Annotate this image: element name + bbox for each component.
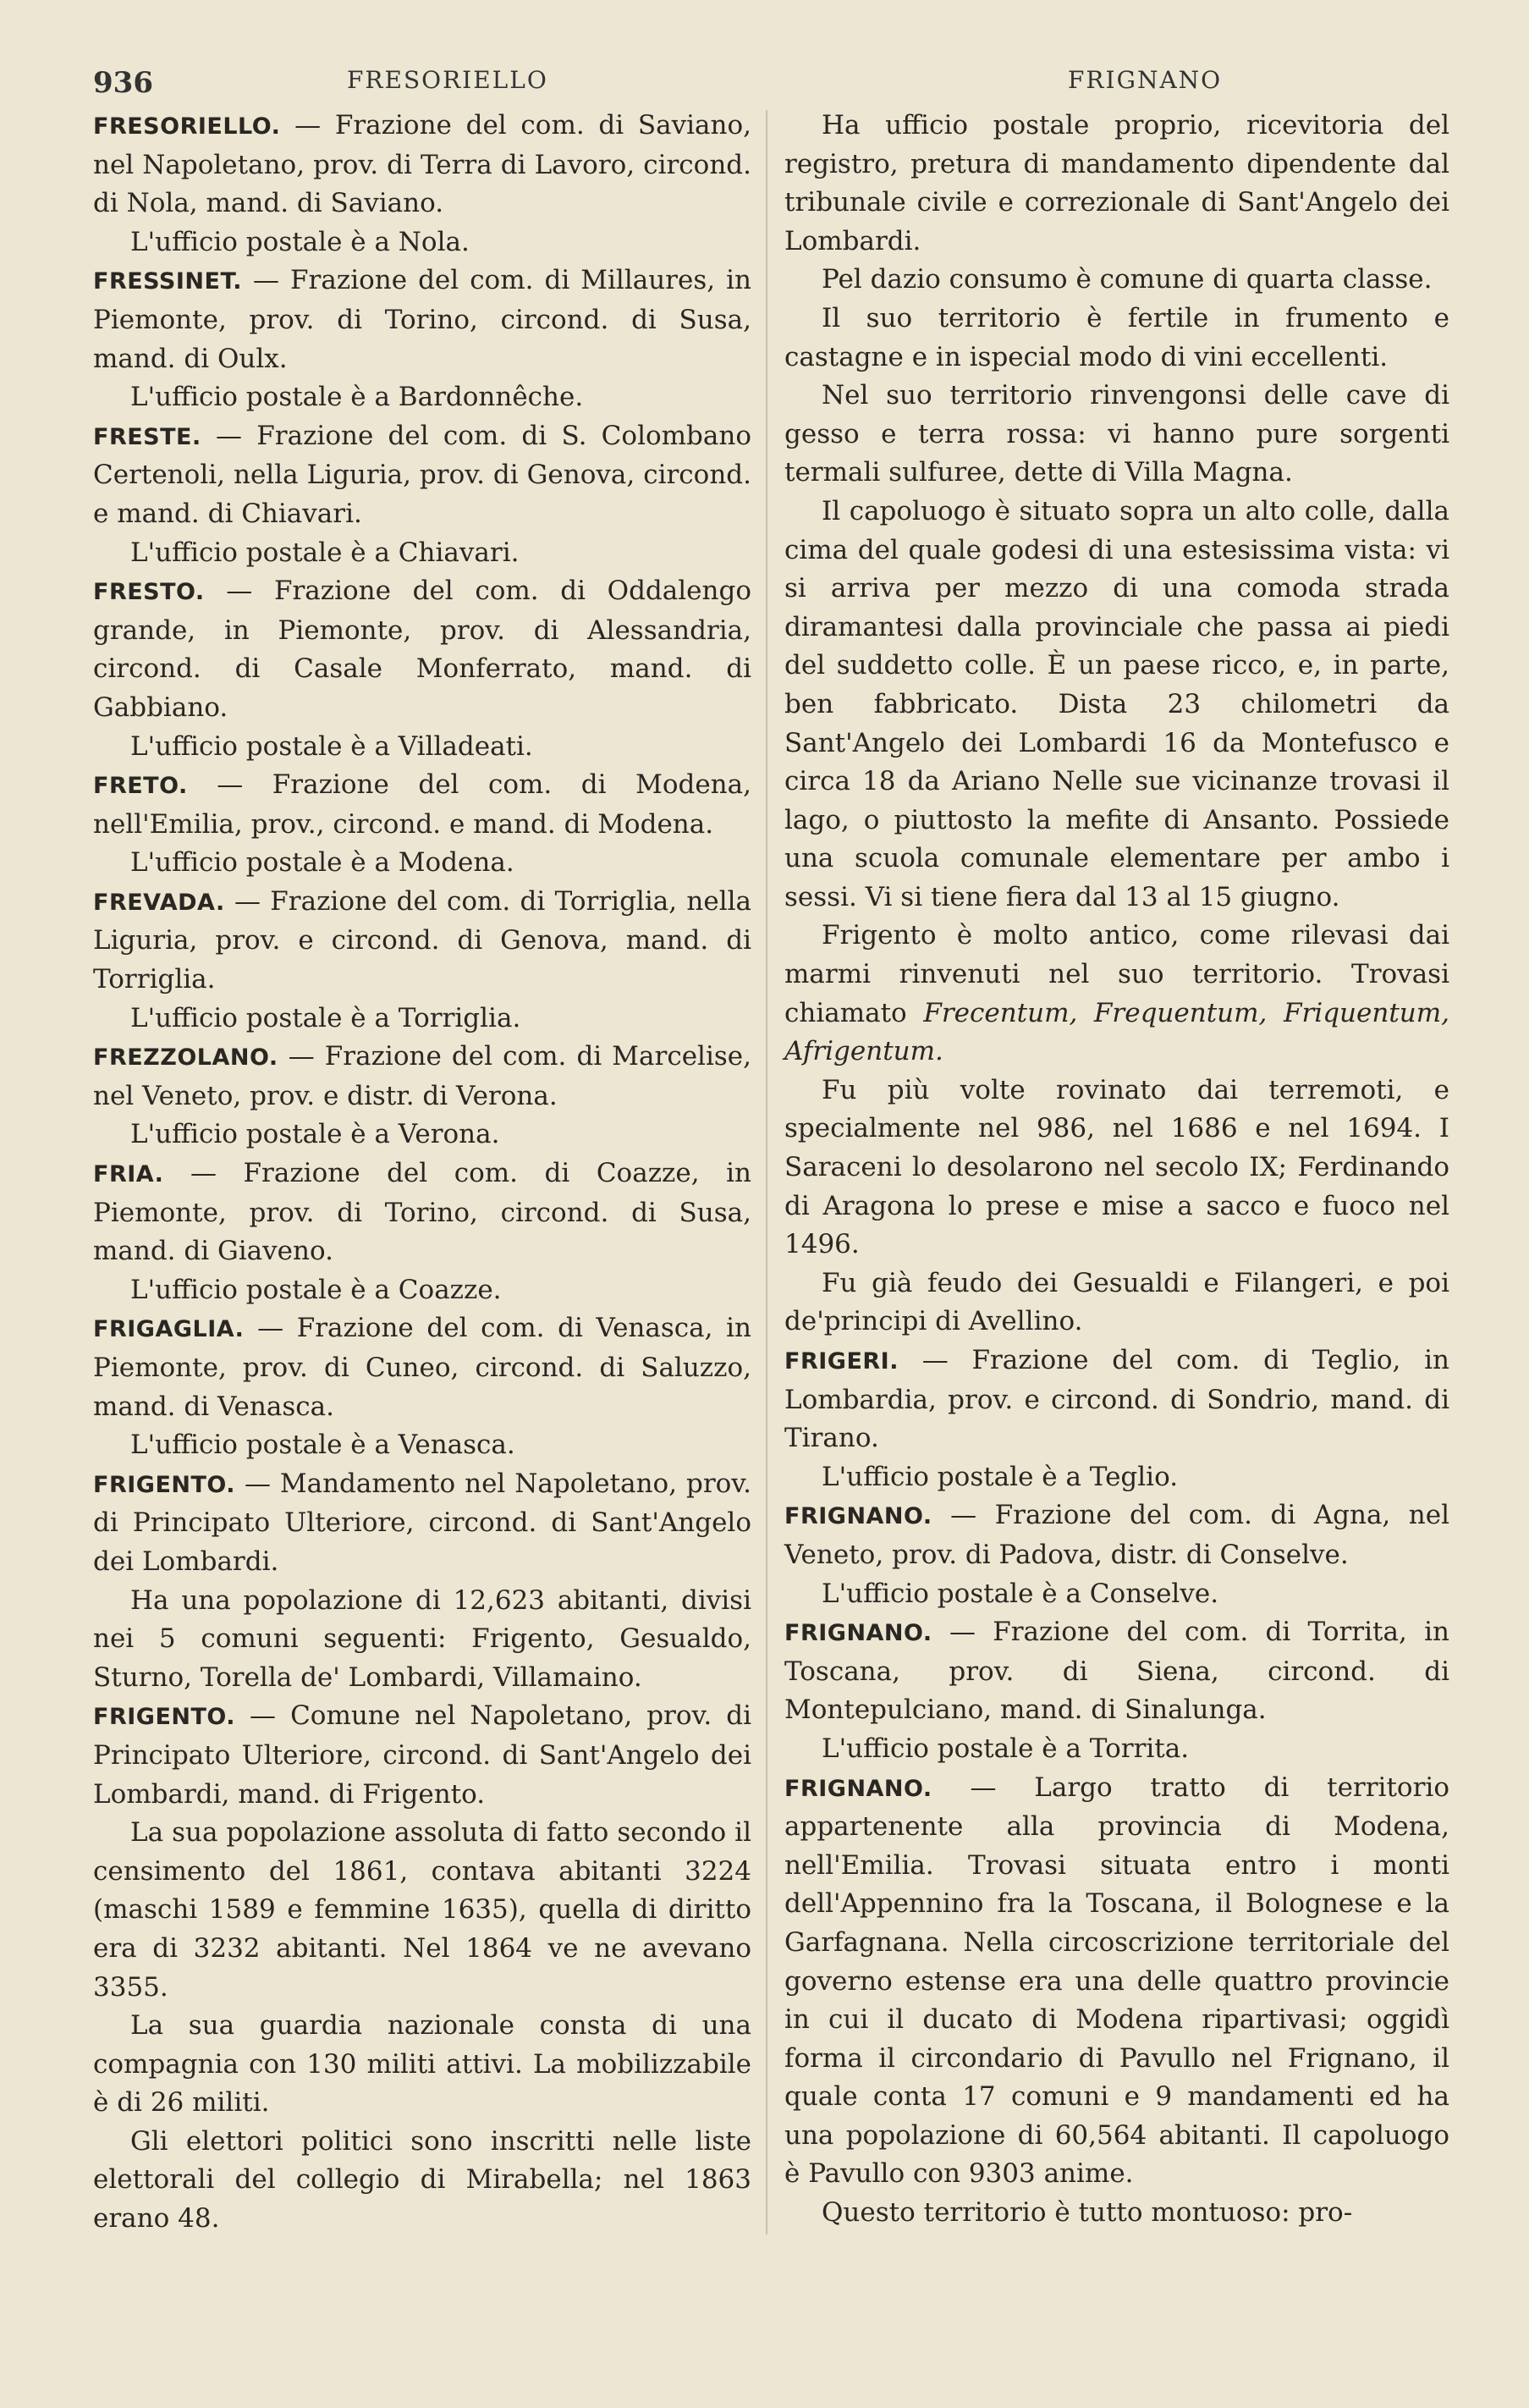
text-paragraph [93,844,751,883]
right-column [784,107,1449,2233]
entry-paragraph [93,766,751,844]
entry-headword: FRIGNANO. [784,1503,932,1530]
text-paragraph [93,2007,751,2123]
entry-headword: FREVADA. [93,889,225,916]
running-head-left: FRESORIELLO [347,66,548,94]
text-paragraph [93,1116,751,1154]
paragraph-text: — Frazione del com. di S. Colombano Certenoli, nella Liguria, prov. di Genova, circond. e mand. di Chiavari. [93,420,751,529]
entry-headword: FRETO. [93,773,188,800]
paragraph-text: Il capoluogo è situato sopra un alto colle, dalla cima del quale godesi di una estesissima vista: vi si arriva per mezzo di una comoda strada diramantesi dalla provinciale che passa ai piedi del suddetto colle. È un paese ricco, e, in parte, ben fabbricato. Dista 23 chilometri da Sant'Angelo dei Lombardi 16 da Montefusco e circa 18 da Ariano Nelle sue vicinanze trovasi il lago, o piuttosto la mefite di Ansanto. Possiede una scuola comunale elementare per ambo i sessi. Vi si tiene fiera dal 13 al 15 giugno. [784,495,1449,912]
entry-headword: FRESSINET. [93,268,243,295]
paragraph-text: Fu già feudo dei Gesualdi e Filangeri, e poi de'principi di Avellino. [784,1267,1449,1337]
paragraph-text: Gli elettori politici sono inscritti nelle liste elettorali del collegio di Mirabella; nel 1863 erano 48. [93,2125,751,2234]
entry-headword: FRIGNANO. [784,1620,932,1647]
paragraph-text: Il suo territorio è fertile in frumento e castagne e in ispecial modo di vini eccellenti. [784,302,1449,372]
entry-headword: FRIA. [93,1161,164,1188]
entry-headword: FRIGENTO. [93,1704,236,1731]
text-paragraph [93,1000,751,1039]
entry-headword: FRESTE. [93,423,201,450]
text-paragraph [784,1458,1449,1497]
entry-headword: FREZZOLANO. [93,1044,278,1072]
entry-paragraph [784,1613,1449,1730]
paragraph-text: — Frazione del com. di Oddalengo grande, in Piemonte, prov. di Alessandria, circond. di Casale Monferrato, mand. di Gabbiano. [93,576,751,723]
text-paragraph [93,223,751,262]
paragraph-text: Fu più volte rovinato dai terremoti, e specialmente nel 986, nel 1686 e nel 1694. I Saraceni lo desolarono nel secolo IX; Ferdinando di Aragona lo prese e mise a sacco e fuoco nel 1496. [784,1074,1449,1260]
paragraph-text: Frigento è molto antico, come rilevasi dai marmi rinvenuti nel suo territorio. Trovasi chiamato [784,920,1449,1028]
text-paragraph [784,300,1449,377]
entry-headword: FRIGNANO. [784,1775,932,1802]
text-paragraph [784,1265,1449,1342]
text-paragraph [93,2123,751,2239]
paragraph-text: L'ufficio postale è a Modena. [130,847,514,879]
paragraph-text: — Frazione del com. di Saviano, nel Napoletano, prov. di Terra di Lavoro, circond. di Nola, mand. di Saviano. [93,110,751,219]
entry-paragraph [93,1697,751,1814]
page-number: 936 [93,66,153,100]
entry-paragraph [784,1342,1449,1458]
paragraph-text: — Comune nel Napoletano, prov. di Principato Ulteriore, circond. di Sant'Angelo dei Lombardi, mand. di Frigento. [93,1700,751,1810]
paragraph-text: Ha ufficio postale proprio, ricevitoria del registro, pretura di mandamento dipendente dal tribunale civile e correzionale di Sant'Angelo dei Lombardi. [784,110,1449,256]
text-paragraph [93,1426,751,1465]
paragraph-text: L'ufficio postale è a Coazze. [130,1274,502,1305]
text-paragraph [784,2194,1449,2233]
paragraph-text: — Frazione del com. di Millaures, in Piemonte, prov. di Torino, circond. di Susa, mand. di Oulx. [93,265,751,374]
text-paragraph [93,1814,751,2007]
paragraph-text: — Frazione del com. di Coazze, in Piemonte, prov. di Torino, circond. di Susa, mand. di Giaveno. [93,1158,751,1267]
paragraph-text: L'ufficio postale è a Chiavari. [130,537,520,568]
text-paragraph [784,377,1449,493]
text-paragraph [93,1582,751,1698]
entry-paragraph [784,1496,1449,1574]
entry-paragraph [93,572,751,727]
paragraph-text: L'ufficio postale è a Villadeati. [130,730,533,762]
text-paragraph [93,1271,751,1310]
paragraph-text: — Frazione del com. di Torriglia, nella Liguria, prov. e circond. di Genova, mand. di Torriglia. [93,885,751,995]
text-paragraph [93,534,751,573]
paragraph-text: — Frazione del com. di Modena, nell'Emilia, prov., circond. e mand. di Modena. [93,769,751,840]
paragraph-text: — Frazione del com. di Marcelise, nel Veneto, prov. e distr. di Verona. [93,1041,751,1111]
entry-headword: FRESTO. [93,579,205,606]
paragraph-text: L'ufficio postale è a Verona. [130,1119,500,1150]
paragraph-text: — Frazione del com. di Teglio, in Lombardia, prov. e circond. di Sondrio, mand. di Tirano. [784,1345,1449,1454]
entry-headword: FRESORIELLO. [93,113,281,140]
entry-paragraph [784,1769,1449,2195]
paragraph-text: L'ufficio postale è a Bardonnêche. [130,382,584,413]
entry-paragraph [93,1038,751,1116]
paragraph-text: — Frazione del com. di Torrita, in Toscana, prov. di Siena, circond. di Montepulciano, mand. di Sinalunga. [784,1617,1449,1726]
paragraph-text: L'ufficio postale è a Teglio. [822,1461,1179,1492]
paragraph-text: — Largo tratto di territorio appartenente alla provincia di Modena, nell'Emilia. Trovasi situata entro i monti dell'Appennino fra la Toscana, il Bolognese e la Garfagnana. Nella circoscrizione territoriale del governo estense era una delle quattro provincie in cui il ducato di Modena ripartivasi; oggidì forma il circondario di Pavullo nel Frignano, il quale conta 17 comuni e 9 mandamenti ed ha una popolazione di 60,564 abitanti. Il capoluogo è Pavullo con 9303 anime. [784,1772,1449,2190]
text-paragraph [93,378,751,417]
text-paragraph [784,107,1449,261]
running-head-right: FRIGNANO [1068,66,1223,94]
left-column [93,107,751,2239]
text-paragraph [784,1730,1449,1769]
paragraph-text: La sua guardia nazionale consta di una compagnia con 130 militi attivi. La mobilizzabile è di 26 militi. [93,2010,751,2119]
paragraph-text: Nel suo territorio rinvengonsi delle cave di gesso e terra rossa: vi hanno pure sorgenti termali sulfuree, dette di Villa Magna. [784,380,1449,488]
entry-headword: FRIGENTO. [93,1471,236,1498]
paragraph-text: L'ufficio postale è a Torriglia. [130,1002,521,1033]
text-paragraph [784,493,1449,917]
paragraph-text: L'ufficio postale è a Nola. [130,226,470,257]
paragraph-text: Ha una popolazione di 12,623 abitanti, divisi nei 5 comuni seguenti: Frigento, Gesualdo, Sturno, Torella de' Lombardi, Villamaino. [93,1584,751,1693]
entry-paragraph [93,1309,751,1426]
paragraph-text: Pel dazio consumo è comune di quarta classe. [822,264,1433,295]
entry-paragraph [93,262,751,378]
entry-headword: FRIGAGLIA. [93,1316,245,1343]
text-paragraph [784,1575,1449,1614]
paragraph-text: La sua popolazione assoluta di fatto secondo il censimento del 1861, contava abitanti 3224 (maschi 1589 e femmine 1635), quella di diritto era di 3232 abitanti. Nel 1864 ve ne avevano 3355. [93,1817,751,2003]
paragraph-text: Questo territorio è tutto montuoso: pro- [822,2197,1353,2229]
entry-paragraph [93,883,751,1000]
column-divider [766,110,767,2234]
text-paragraph [93,728,751,767]
paragraph-text: — Mandamento nel Napoletano, prov. di Principato Ulteriore, circond. di Sant'Angelo dei Lombardi. [93,1468,751,1577]
italic-text: Frecentum, Frequentum, Friquentum, Afrigentum. [784,997,1450,1067]
entry-paragraph [93,417,751,534]
entry-headword: FRIGERI. [784,1348,899,1375]
paragraph-text: — Frazione del com. di Agna, nel Veneto, prov. di Padova, distr. di Conselve. [784,1500,1449,1570]
paragraph-text: L'ufficio postale è a Torrita. [822,1733,1190,1764]
text-paragraph [784,261,1449,300]
paragraph-text: L'ufficio postale è a Venasca. [130,1430,515,1461]
entry-paragraph [93,1465,751,1582]
entry-paragraph [93,1154,751,1271]
text-paragraph [784,917,1449,1071]
entry-paragraph [93,107,751,223]
text-paragraph [784,1072,1449,1265]
paragraph-text: L'ufficio postale è a Conselve. [822,1578,1219,1609]
paragraph-text: — Frazione del com. di Venasca, in Piemonte, prov. di Cuneo, circond. di Saluzzo, mand. di Venasca. [93,1313,751,1422]
